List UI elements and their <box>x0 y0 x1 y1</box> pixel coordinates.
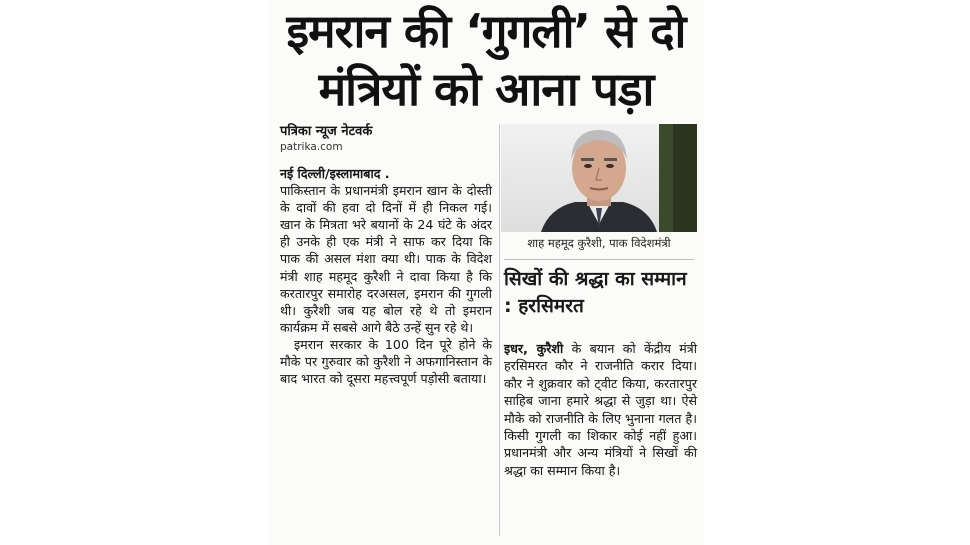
headline-line-1: इमरान की ‘गुगली’ से दो <box>286 4 686 58</box>
right-body: के बयान को केंद्रीय मंत्री हरसिमरत कौर ने राजनीति करार दिया। कौर ने शुक्रवार को ट्वीट किया, करतारपुर साहिब जाना हमारे श्रद्धा से जुड़ा था। ऐसे मौके को राजनीति के लिए भुनाना गलत है। किसी गुगली का शिकार कोई नहीं हुआ। प्रधानमंत्री और अन्य मंत्रियों ने सिखों की श्रद्धा का सम्मान किया है। <box>504 341 697 478</box>
subhead-divider <box>504 259 694 260</box>
right-lead: इधर, कुरैशी <box>504 341 564 356</box>
portrait-photo-icon <box>501 124 697 232</box>
dateline: नई दिल्ली/इस्लामाबाद . <box>280 166 390 181</box>
left-column <box>280 165 492 387</box>
paragraph-2: इमरान सरकार के 100 दिन पूरे होने के मौके पर गुरुवार को कुरैशी ने अफगानिस्तान के बाद भारत को दूसरा महत्त्वपूर्ण पड़ोसी बताया। <box>280 336 492 387</box>
news-clipping <box>268 0 704 545</box>
byline <box>280 124 372 154</box>
subheadline: सिखों की श्रद्धा का सम्मान : हरसिमरत <box>504 268 687 317</box>
column-divider <box>499 124 500 536</box>
byline-site: patrika.com <box>280 141 343 153</box>
headline-line-2: मंत्रियों को आना पड़ा <box>318 62 654 116</box>
headline <box>268 2 704 118</box>
photo-caption: शाह महमूद कुरैशी, पाक विदेशमंत्री <box>527 236 671 250</box>
byline-name: पत्रिका न्यूज नेटवर्क <box>280 124 373 139</box>
paragraph-1: पाकिस्तान के प्रधानमंत्री इमरान खान के दोस्ती के दावों की हवा दो दिनों में ही निकल गई। खान के मित्रता भरे बयानों के 24 घंटे के अंदर ही उनके ही एक मंत्री ने साफ कर दिया कि पाक की असल मंशा क्या थी। पाक के विदेश मंत्री शाह महमूद कुरैशी ने दावा किया है कि करतारपुर समारोह दरअसल, इमरान की गुगली थी। कुरैशी जब यह बोल रहे थे तो इमरान कार्यक्रम में सबसे आगे बैठे उन्हें सुन रहे थे। <box>280 183 492 335</box>
right-column <box>504 340 697 479</box>
